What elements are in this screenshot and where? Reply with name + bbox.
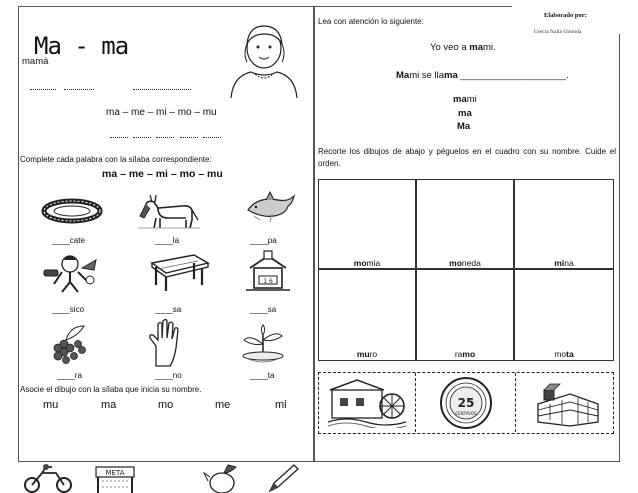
cell-word-2-bold: mo xyxy=(449,258,462,268)
stack-line-1-post: mi xyxy=(466,94,477,105)
musician-icon xyxy=(40,250,100,294)
associate-syllable-3: mo xyxy=(158,399,174,411)
paste-cell-1[interactable] xyxy=(318,179,416,269)
credit-name: Grecia Nalla Gironda xyxy=(534,29,582,35)
cell-word-4 xyxy=(319,349,415,359)
writing-line xyxy=(64,86,94,90)
dolphin-icon xyxy=(244,190,298,224)
blank-word-4: ____sico xyxy=(52,305,85,314)
cutout-divider xyxy=(515,373,516,432)
blackberry-icon xyxy=(44,322,94,366)
writing-line xyxy=(180,134,198,138)
paste-cell-5[interactable] xyxy=(416,269,514,361)
blank-word-5: ____sa xyxy=(155,305,182,314)
writing-line xyxy=(30,86,56,90)
paste-cell-3[interactable] xyxy=(514,179,614,269)
coin-subtext: CENTAVOS xyxy=(455,411,477,416)
cell-word-5-rest: ra xyxy=(454,349,463,359)
mango-icon xyxy=(202,463,244,493)
cell-word-1 xyxy=(319,258,415,268)
read-instruction: Lea con atención lo siguiente: xyxy=(318,17,424,26)
cell-word-1-bold: mo xyxy=(353,258,367,268)
cell-word-5-bold: mo xyxy=(462,349,476,359)
mule-icon xyxy=(138,190,200,230)
cell-word-4-rest: ro xyxy=(369,349,378,359)
hand-icon xyxy=(146,318,186,368)
blank-word-8: ____no xyxy=(155,371,182,380)
pencil-icon xyxy=(266,463,300,493)
goal-sign-icon xyxy=(92,465,140,493)
table-icon xyxy=(148,249,210,291)
wall-icon xyxy=(534,380,602,428)
credit-box xyxy=(512,6,620,34)
writing-line xyxy=(133,134,151,138)
stack-line-1-bold: ma xyxy=(453,94,467,105)
mother-portrait-icon xyxy=(225,18,303,98)
associate-syllable-4: me xyxy=(215,399,231,411)
coin-value: 25 xyxy=(457,396,475,410)
sentence-1-post: mi. xyxy=(483,42,496,53)
rope-icon xyxy=(40,196,104,226)
cut-instruction: Recorte los dibujos de abajo y péguelos en el cuadro con su nombre. Cuide el orden. xyxy=(318,147,616,168)
motorcycle-icon xyxy=(22,463,74,493)
blank-word-6: ____sa xyxy=(250,305,277,314)
associate-syllable-1: mu xyxy=(43,399,59,411)
writing-line xyxy=(156,134,174,138)
cell-word-3-bold: mi xyxy=(554,258,565,268)
plant-icon xyxy=(238,324,288,366)
paste-cell-6[interactable] xyxy=(514,269,614,361)
mill-icon xyxy=(326,378,408,428)
stack-line-2: ma xyxy=(458,108,472,119)
paste-cell-4[interactable] xyxy=(318,269,416,361)
writing-line xyxy=(203,134,221,138)
sentence-2-post: ____________________. xyxy=(457,70,569,81)
cutout-divider xyxy=(415,373,416,432)
sentence-1-pre: Yo veo a xyxy=(430,42,470,53)
associate-syllable-5: mi xyxy=(275,399,287,411)
sentence-2-bold: Ma xyxy=(396,70,410,81)
blank-word-1: ____cate xyxy=(52,236,85,245)
title-word: mamá xyxy=(22,56,49,67)
cell-word-2 xyxy=(417,258,513,268)
sentence-2-mid: mi se lla xyxy=(409,70,445,81)
sentence-1-bold: ma xyxy=(469,42,484,53)
cell-word-3-rest: na xyxy=(564,258,574,268)
blank-word-3: ____pa xyxy=(250,236,277,245)
blank-word-9: ____ta xyxy=(250,371,275,380)
blank-word-2: ____la xyxy=(155,236,180,245)
associate-syllable-2: ma xyxy=(101,399,117,411)
cell-word-3 xyxy=(515,258,613,268)
cell-word-5 xyxy=(417,349,513,359)
paste-cell-2[interactable] xyxy=(416,179,514,269)
stack-line-1 xyxy=(453,95,477,105)
writing-line xyxy=(110,134,128,138)
cell-word-6 xyxy=(515,349,613,359)
stack-line-3: Ma xyxy=(457,121,471,132)
blank-word-7: ____ra xyxy=(57,371,82,380)
writing-line xyxy=(133,86,191,90)
sentence-2 xyxy=(396,71,569,81)
sentence-2-bold2: ma xyxy=(444,70,458,81)
svg-text:META: META xyxy=(105,469,125,477)
credit-label: Elaborado por: xyxy=(544,12,587,19)
svg-text:1 6: 1 6 xyxy=(263,278,273,285)
sentence-1 xyxy=(430,43,496,53)
cell-word-1-rest: mia xyxy=(366,258,381,268)
school-icon xyxy=(244,250,292,292)
associate-instruction: Asocie el dibujo con la sílaba que inicia su nombre. xyxy=(20,385,202,394)
cell-word-4-bold: mu xyxy=(356,349,370,359)
syllables-line: ma – me – mi – mo – mu xyxy=(106,107,217,118)
cell-word-2-rest: neda xyxy=(461,258,481,268)
complete-instruction: Complete cada palabra con la sílaba correspondiente: xyxy=(20,155,212,164)
syllables-bold: ma – me – mi – mo – mu xyxy=(102,168,223,180)
cell-word-6-rest: mo xyxy=(554,349,567,359)
page-title: Ma - ma xyxy=(34,32,129,60)
coin-icon xyxy=(438,376,494,430)
cell-word-6-bold: ta xyxy=(566,349,574,359)
